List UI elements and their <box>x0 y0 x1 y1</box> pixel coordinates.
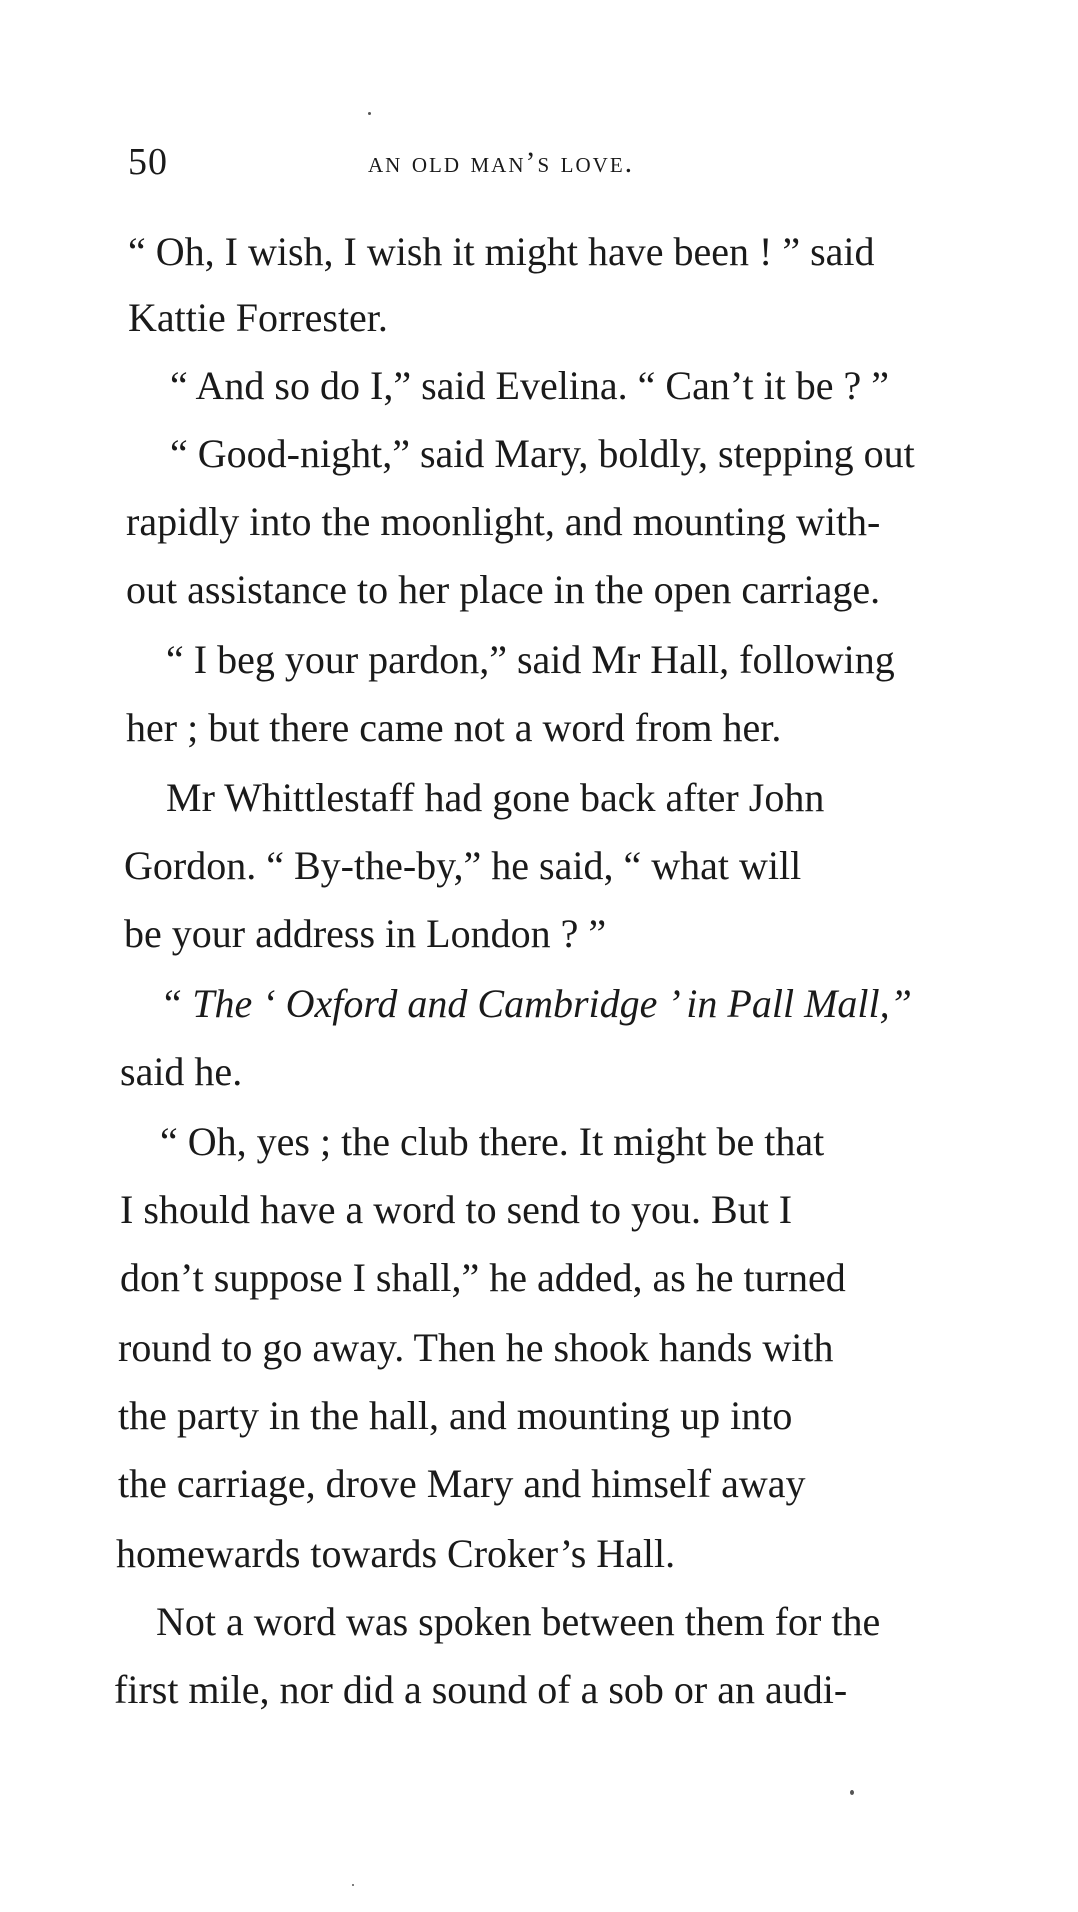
print-speck <box>368 112 371 115</box>
text-line: Gordon. “ By-the-by,” he said, “ what will <box>124 843 802 888</box>
text-line: said he. <box>120 1049 243 1094</box>
text-line: Mr Whittlestaff had gone back after John <box>166 775 825 820</box>
text-line: first mile, nor did a sound of a sob or an audi- <box>114 1667 848 1712</box>
text-line: the party in the hall, and mounting up into <box>118 1393 793 1438</box>
text-line: her ; but there came not a word from her. <box>126 705 782 750</box>
print-speck <box>352 1884 354 1886</box>
text-line: “ The ‘ Oxford and Cambridge ’ in Pall Mall,” <box>160 981 912 1026</box>
text-line: be your address in London ? ” <box>124 911 607 956</box>
text-line: Kattie Forrester. <box>128 295 388 340</box>
text-line: “ Oh, I wish, I wish it might have been ! ” said <box>128 229 875 274</box>
text-line: the carriage, drove Mary and himself away <box>118 1461 806 1506</box>
running-title: an old man’s love. <box>368 146 635 179</box>
text-line: “ I beg your pardon,” said Mr Hall, following <box>166 637 895 682</box>
print-speck <box>850 1790 854 1795</box>
text-line: homewards towards Croker’s Hall. <box>116 1531 676 1576</box>
text-line: I should have a word to send to you. But I <box>120 1187 793 1232</box>
text-line: rapidly into the moonlight, and mounting with- <box>126 499 881 544</box>
text-line: Not a word was spoken between them for the <box>156 1599 881 1644</box>
text-line: “ Good-night,” said Mary, boldly, stepping out <box>170 431 915 476</box>
running-head <box>128 140 978 190</box>
text-line: out assistance to her place in the open carriage. <box>126 567 881 612</box>
text-line: “ Oh, yes ; the club there. It might be that <box>160 1119 825 1164</box>
page-number: 50 <box>128 141 168 183</box>
text-line: “ And so do I,” said Evelina. “ Can’t it be ? ” <box>170 363 890 408</box>
text-line: round to go away. Then he shook hands with <box>118 1325 834 1370</box>
text-line: don’t suppose I shall,” he added, as he turned <box>120 1255 846 1300</box>
